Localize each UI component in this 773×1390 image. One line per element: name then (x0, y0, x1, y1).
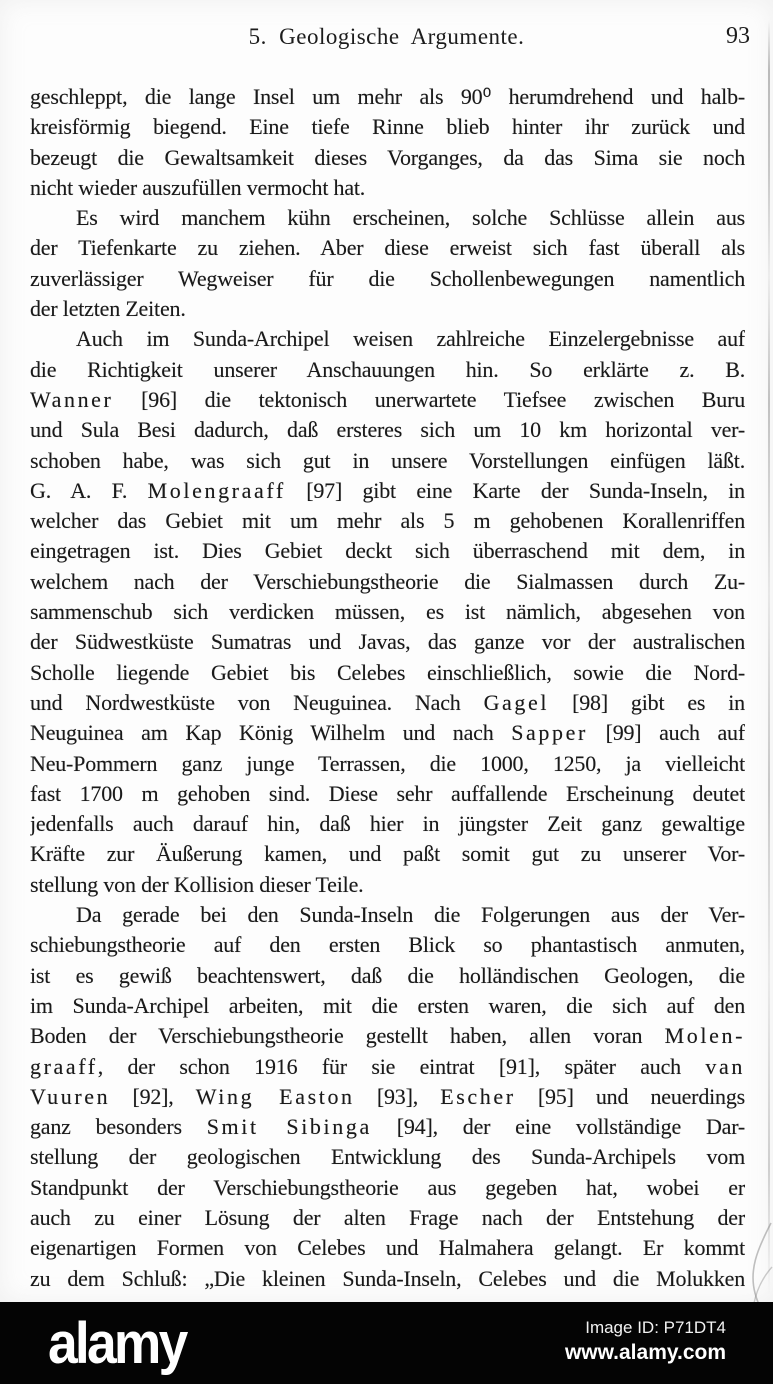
text-line: bezeugt die Gewaltsamkeit dieses Vorganges, da das Sima sie noch (30, 144, 745, 170)
letterspaced-name: Escher (440, 1083, 516, 1109)
text-line: der Südwestküste Sumatras und Javas, das ganze vor der australischen (30, 629, 745, 655)
text-line: Standpunkt der Verschiebungstheorie aus gegeben hat, wobei er (30, 1174, 745, 1200)
text-line: und Sula Besi dadurch, daß ersteres sich um 10 km horizontal ver- (30, 417, 745, 443)
text-line: schiebungstheorie auf den ersten Blick so phantastisch anmuten, (30, 932, 745, 958)
letterspaced-name: Gagel (483, 689, 550, 715)
text-line: der letzten Zeiten. (30, 296, 186, 322)
body-text (30, 82, 745, 1294)
text-line: G. A. F. Molengraaff [97] gibt eine Karte der Sunda-Inseln, in (30, 477, 745, 503)
scan-edge-artifact (768, 20, 770, 1295)
page-header-title: 5. Geologische Argumente. (248, 24, 525, 49)
text-line: Neuguinea am Kap König Wilhelm und nach Sapper [99] auch auf (30, 720, 745, 746)
letterspaced-name: van (705, 1053, 745, 1079)
text-line: Wanner [96] die tektonisch unerwartete Tiefsee zwischen Buru (30, 386, 745, 412)
letterspaced-name: Wing Easton (195, 1083, 355, 1109)
text-line: ist es gewiß beachtenswert, daß die holländischen Geologen, die (30, 962, 745, 988)
letterspaced-name: Wanner (30, 386, 114, 412)
text-line: auch zu einer Lösung der alten Frage nach der Entstehung der (30, 1204, 745, 1230)
letterspaced-name: graaff (30, 1053, 98, 1079)
image-id-text: Image ID: P71DT4 (585, 1318, 726, 1337)
letterspaced-name: Molen- (664, 1023, 745, 1049)
text-line: eigenartigen Formen von Celebes und Halmahera gelangt. Er kommt (30, 1235, 745, 1261)
letterspaced-name: Vuuren (30, 1083, 111, 1109)
text-line: Boden der Verschiebungstheorie gestellt haben, allen voran Molen- (30, 1023, 745, 1049)
letterspaced-name: Sapper (511, 720, 588, 746)
alamy-logo: alamy (48, 1311, 186, 1376)
text-line: sammenschub sich verdicken müssen, es ist nämlich, abgesehen von (30, 599, 745, 625)
text-line: schoben habe, was sich gut in unsere Vorstellungen einfügen läßt. (30, 447, 745, 473)
page-number: 93 (726, 23, 750, 49)
text-line: Vuuren [92], Wing Easton [93], Escher [95] und neuerdings (30, 1083, 745, 1109)
text-line: Da gerade bei den Sunda-Inseln die Folgerungen aus der Ver- (76, 902, 745, 928)
text-line: geschleppt, die lange Insel um mehr als 90⁰ herumdrehend und halb- (30, 84, 745, 109)
text-line: Neu-Pommern ganz junge Terrassen, die 1000, 1250, ja vielleicht (30, 750, 745, 776)
text-line: jedenfalls auch darauf hin, daß hier in jüngster Zeit ganz gewaltige (30, 811, 745, 837)
alamy-url-text: www.alamy.com (564, 1341, 726, 1364)
text-line: zuverlässiger Wegweiser für die Schollenbewegungen namentlich (30, 265, 745, 291)
text-line: die Richtigkeit unserer Anschauungen hin. So erklärte z. B. (30, 356, 745, 382)
text-line: welcher das Gebiet mit um mehr als 5 m gehobenen Korallenriffen (30, 508, 745, 534)
watermark-bar (0, 1302, 773, 1384)
text-line: eingetragen ist. Dies Gebiet deckt sich überraschend mit dem, in (30, 538, 745, 564)
text-line: Auch im Sunda-Archipel weisen zahlreiche Einzelergebnisse auf (76, 326, 745, 352)
text-line: Kräfte zur Äußerung kamen, und paßt somit gut zu unserer Vor- (30, 841, 745, 867)
text-line: nicht wieder auszufüllen vermocht hat. (30, 174, 366, 200)
letterspaced-name: Smit Sibinga (206, 1114, 372, 1140)
watermark-info (565, 1316, 726, 1366)
text-line: und Nordwestküste von Neuguinea. Nach Gagel [98] gibt es in (30, 689, 745, 715)
text-line: Scholle liegende Gebiet bis Celebes einschließlich, sowie die Nord- (30, 659, 745, 685)
text-line: zu dem Schluß: „Die kleinen Sunda-Inseln, Celebes und die Molukken (30, 1265, 745, 1291)
text-line: im Sunda-Archipel arbeiten, mit die ersten waren, die sich auf den (30, 992, 745, 1018)
bottom-margin-strip (0, 1384, 773, 1390)
text-line: welchem nach der Verschiebungstheorie die Sialmassen durch Zu- (30, 568, 745, 594)
text-line: kreisförmig biegend. Eine tiefe Rinne blieb hinter ihr zurück und (30, 114, 745, 140)
text-line: fast 1700 m gehoben sind. Diese sehr auffallende Erscheinung deutet (30, 780, 745, 806)
text-line: stellung von der Kollision dieser Teile. (30, 871, 364, 897)
text-line: der Tiefenkarte zu ziehen. Aber diese erweist sich fast überall als (30, 235, 745, 261)
letterspaced-name: Molengraaff (147, 477, 286, 503)
text-line: Es wird manchem kühn erscheinen, solche Schlüsse allein aus (76, 205, 745, 231)
text-line: stellung der geologischen Entwicklung des Sunda-Archipels vom (30, 1144, 745, 1170)
text-line: ganz besonders Smit Sibinga [94], der eine vollständige Dar- (30, 1114, 745, 1140)
text-line: graaff, der schon 1916 für sie eintrat [91], später auch van (30, 1053, 745, 1079)
